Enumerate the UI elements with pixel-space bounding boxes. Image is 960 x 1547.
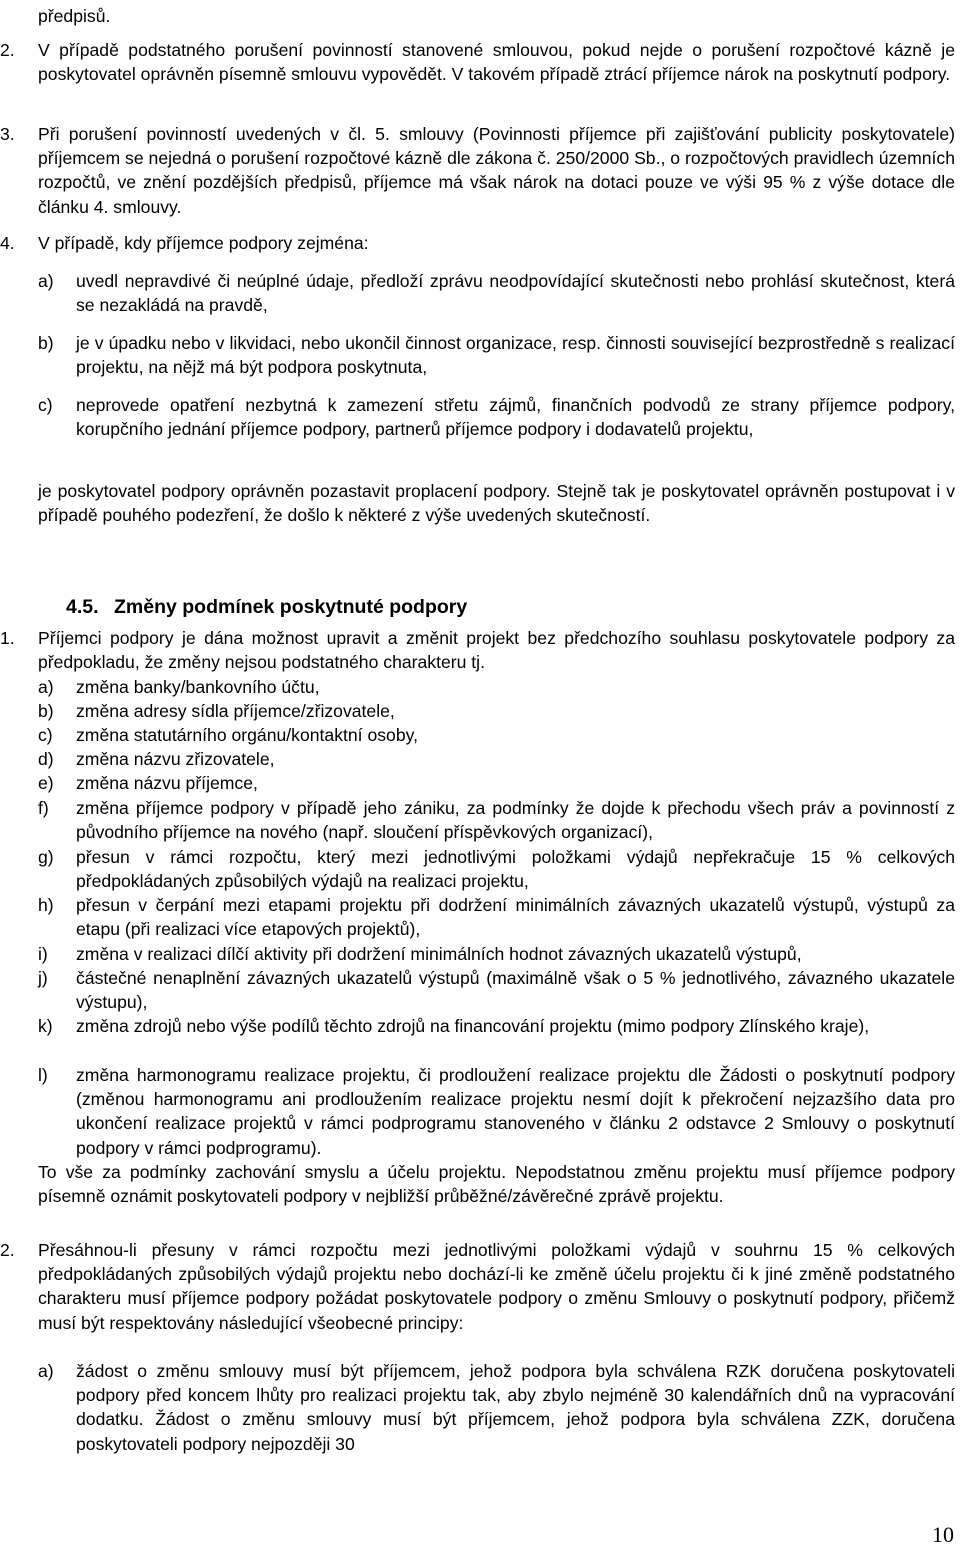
list-item-text: uvedl nepravdivé či neúplné údaje, předloží zprávu neodpovídající skutečnosti nebo prohlásí skutečnost, která se nezakládá na pravdě, xyxy=(76,271,955,316)
list-item-label: j) xyxy=(38,968,48,988)
list-item xyxy=(38,966,955,1014)
paragraph-4-closing: je poskytovatel podpory oprávněn pozastavit proplacení podpory. Stejně tak je poskytovatel oprávněn postupovat i v případě pouhého podezření, že došlo k některé z výše uvedených skutečností. xyxy=(38,481,955,526)
list-item-label: e) xyxy=(38,773,54,793)
list-item-text: změna banky/bankovního účtu, xyxy=(76,677,320,697)
list-item xyxy=(38,1014,955,1038)
list-item-text: částečné nenaplnění závazných ukazatelů výstupů (maximálně však o 5 % jednotlivého, závazného ukazatele výstupu), xyxy=(76,968,955,1013)
section-number: 4.5. xyxy=(66,596,99,618)
list-item-label: b) xyxy=(38,333,54,353)
list-item xyxy=(38,845,955,893)
list-item-text: změna zdrojů nebo výše podílů těchto zdrojů na financování projektu (mimo podpory Zlínského kraje), xyxy=(76,1016,870,1036)
list-item-label: a) xyxy=(38,677,54,697)
list-item xyxy=(38,771,955,795)
paragraph-4 xyxy=(0,231,955,255)
list-item xyxy=(38,942,955,966)
list-item-text: neprovede opatření nezbytná k zamezení střetu zájmů, finančních podvodů ze strany příjemce podpory, korupčního jednání příjemce podpory, partnerů příjemce podpory i dodavatelů projektu, xyxy=(76,395,955,440)
paragraph-intro: V případě, kdy příjemce podpory zejména: xyxy=(38,233,369,253)
list-item xyxy=(38,393,955,441)
page-number: 10 xyxy=(932,1522,954,1547)
list-item-label: c) xyxy=(38,395,53,415)
paragraph-intro: Příjemci podpory je dána možnost upravit a změnit projekt bez předchozího souhlasu poskytovatele podpory za předpokladu, že změny nejsou podstatného charakteru tj. xyxy=(38,628,955,673)
list-item xyxy=(38,331,955,379)
list-item-label: g) xyxy=(38,847,54,867)
paragraph-3 xyxy=(0,122,955,219)
list-item-label: d) xyxy=(38,749,54,769)
list-item-label: l) xyxy=(38,1065,48,1085)
paragraph-number: 2. xyxy=(0,40,15,60)
list-item xyxy=(38,893,955,941)
list-item-label: i) xyxy=(38,944,48,964)
list-item-text: žádost o změnu smlouvy musí být příjemcem, jehož podpora byla schválena RZK doručena poskytovateli podpory před koncem lhůty pro realizaci projektu tak, aby zbylo nejméně 30 kalendářních dnů na vypracování dodatku. Žádost o změnu smlouvy musí být příjemcem, jehož podpora byla schválena ZZK, doručena poskytovateli podpory nejpozději 30 xyxy=(76,1361,955,1454)
section-paragraph-1 xyxy=(0,626,955,674)
section-title: Změny podmínek poskytnuté podpory xyxy=(114,596,468,618)
list-item-text: změna příjemce podpory v případě jeho zániku, za podmínky že dojde k přechodu všech práv a povinností z původního příjemce na nového (např. sloučení příspěvkových organizací), xyxy=(76,798,955,843)
list-item-label: b) xyxy=(38,701,54,721)
list-item xyxy=(38,747,955,771)
list-item-label: f) xyxy=(38,798,49,818)
paragraph-text: V případě podstatného porušení povinností stanovené smlouvou, pokud nejde o porušení rozpočtové kázně je poskytovatel oprávněn písemně smlouvu vypovědět. V takovém případě ztrácí příjemce nárok na poskytnutí podpory. xyxy=(38,40,955,85)
list-item-text: změna názvu příjemce, xyxy=(76,773,258,793)
list-item xyxy=(38,796,955,844)
paragraph-2 xyxy=(0,38,955,86)
list-item-text: změna harmonogramu realizace projektu, či prodloužení realizace projektu dle Žádosti o poskytnutí podpory (změnou harmonogramu ani prodloužením realizace projektu nesmí dojít k překročení nejzazšího data pro ukončení realizace projektů v rámci podprogramu stanoveného v článku 2 odstavce 2 Smlouvy o poskytnutí podpory v rámci podprogramu). xyxy=(76,1065,955,1158)
list-item-text: změna v realizaci dílčí aktivity při dodržení minimálních hodnot závazných ukazatelů výstupů, xyxy=(76,944,802,964)
list-item-text: změna statutárního orgánu/kontaktní osoby, xyxy=(76,725,418,745)
list-item-text: změna názvu zřizovatele, xyxy=(76,749,275,769)
section-paragraph-1-closing: To vše za podmínky zachování smyslu a účelu projektu. Nepodstatnou změnu projektu musí příjemce podpory písemně oznámit poskytovateli podpory v nejbližší průběžné/závěrečné zprávě projektu. xyxy=(38,1162,955,1207)
list-item-label: a) xyxy=(38,271,54,291)
list-item xyxy=(38,675,955,699)
top-fragment: předpisů. xyxy=(38,6,111,26)
list-item xyxy=(38,699,955,723)
paragraph-intro: Přesáhnou-li přesuny v rámci rozpočtu mezi jednotlivými položkami výdajů v souhrnu 15 % celkových předpokládaných způsobilých výdajů projektu nebo dochází-li ke změně účelu projektu či k jiné změně podstatného charakteru musí příjemce podpory požádat poskytovatele podpory o změnu Smlouvy o poskytnutí podpory, přičemž musí být respektovány následující všeobecné principy: xyxy=(38,1240,955,1333)
list-item-text: přesun v čerpání mezi etapami projektu při dodržení minimálních závazných ukazatelů výstupů, výstupů za etapu (při realizaci více etapových projektů), xyxy=(76,895,955,940)
list-item-text: přesun v rámci rozpočtu, který mezi jednotlivými položkami výdajů nepřekračuje 15 % celkových předpokládaných způsobilých výdajů na realizaci projektu, xyxy=(76,847,955,892)
paragraph-text: Při porušení povinností uvedených v čl. 5. smlouvy (Povinnosti příjemce při zajišťování publicity poskytovatele) příjemcem se nejedná o porušení rozpočtové kázně dle zákona č. 250/2000 Sb., o rozpočtových pravidlech územních rozpočtů, ve znění pozdějších předpisů, příjemce má však nárok na dotaci pouze ve výši 95 % z výše dotace dle článku 4. smlouvy. xyxy=(38,124,955,217)
paragraph-number: 4. xyxy=(0,233,15,253)
list-item xyxy=(38,723,955,747)
list-item-text: změna adresy sídla příjemce/zřizovatele, xyxy=(76,701,395,721)
list-item-label: a) xyxy=(38,1361,54,1381)
list-item xyxy=(38,1063,955,1160)
list-item-text: je v úpadku nebo v likvidaci, nebo ukončil činnost organizace, resp. činnosti související bezprostředně s realizací projektu, na nějž má být podpora poskytnuta, xyxy=(76,333,955,378)
list-item xyxy=(38,1359,955,1456)
list-item-label: k) xyxy=(38,1016,53,1036)
paragraph-number: 2. xyxy=(0,1240,15,1260)
paragraph-number: 1. xyxy=(0,628,15,648)
section-paragraph-2 xyxy=(0,1238,955,1335)
list-item xyxy=(38,269,955,317)
paragraph-number: 3. xyxy=(0,124,15,144)
section-heading xyxy=(66,594,467,620)
list-item-label: h) xyxy=(38,895,54,915)
list-item-label: c) xyxy=(38,725,53,745)
